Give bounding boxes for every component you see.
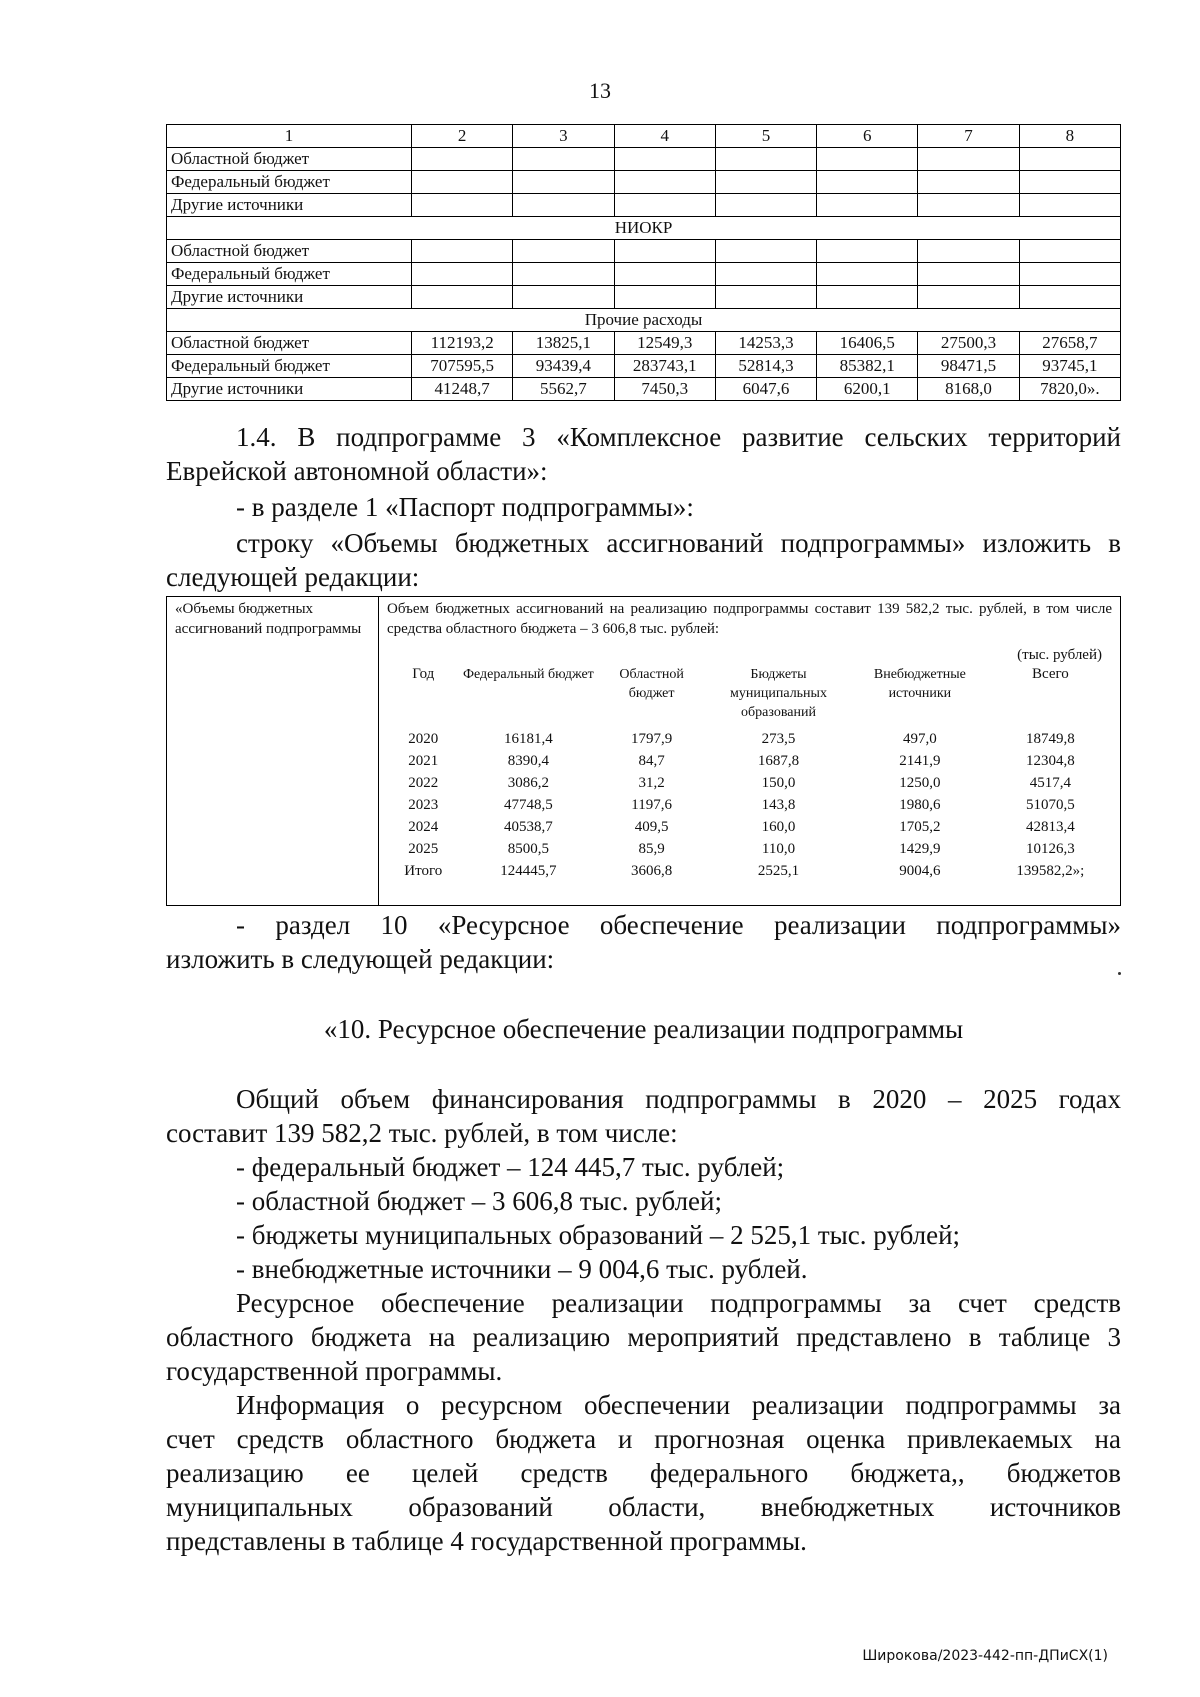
table-cell: 110,0 [761, 841, 796, 857]
table-cell: 409,5 [634, 819, 669, 835]
table-cell [1019, 171, 1120, 194]
table-cell: 1429,9 [899, 841, 941, 857]
column-number: 1 [167, 125, 412, 148]
table-cell: 7450,3 [614, 378, 715, 401]
unit-label: (тыс. рублей) [1017, 647, 1102, 663]
table-cell: 1687,8 [757, 753, 800, 769]
table-cell: 160,0 [761, 819, 796, 835]
table-cell [412, 240, 513, 263]
table-row [167, 171, 1121, 194]
table-cell: 16406,5 [817, 332, 918, 355]
paragraph-line: следующей редакции: [166, 562, 420, 592]
list-item: - внебюджетные источники – 9 004,6 тыс. рублей. [236, 1254, 808, 1284]
table-cell [918, 286, 1019, 309]
table-cell: 10126,3 [1026, 841, 1075, 857]
table-row [387, 751, 1112, 773]
table-cell [1019, 263, 1120, 286]
passport-row-label: «Объемы бюджетных ассигнований подпрограммы [167, 597, 379, 905]
row-label: Областной бюджет [167, 148, 412, 171]
table-cell: 124445,7 [500, 863, 557, 879]
table-cell [817, 263, 918, 286]
table-cell: 139582,2»; [1016, 863, 1085, 879]
table-cell: 1797,9 [631, 731, 673, 747]
table-cell: 31,2 [638, 775, 665, 791]
table-cell: 12304,8 [1026, 753, 1075, 769]
table-cell: 8500,5 [507, 841, 549, 857]
paragraph-line: Ресурсное обеспечение реализации подпрограммы за счет средств [236, 1288, 1121, 1318]
table-row [387, 817, 1112, 839]
row-label: Другие источники [167, 194, 412, 217]
paragraph-line: Общий объем финансирования подпрограммы в 2020 – 2025 годах [236, 1084, 1121, 1114]
table-cell [412, 171, 513, 194]
table-cell: 41248,7 [412, 378, 513, 401]
column-number: 5 [715, 125, 816, 148]
paragraph-line: Информация о ресурсном обеспечении реализации подпрограммы за [236, 1390, 1121, 1420]
table-cell: 8390,4 [507, 753, 549, 769]
table-cell: 18749,8 [1026, 731, 1075, 747]
funding-table [166, 124, 1121, 401]
list-item: - бюджеты муниципальных образований – 2 525,1 тыс. рублей; [236, 1220, 961, 1250]
table-total-row [387, 861, 1112, 883]
section-title: НИОКР [167, 217, 1121, 240]
table-cell: 13825,1 [513, 332, 614, 355]
table-cell: 93439,4 [513, 355, 614, 378]
table-row [387, 795, 1112, 817]
table-cell: 12549,3 [614, 332, 715, 355]
paragraph-line: представлены в таблице 4 государственной программы. [166, 1526, 807, 1556]
scan-speck [1118, 972, 1121, 975]
table-cell: 2024 [408, 819, 439, 835]
row-label: Областной бюджет [167, 332, 412, 355]
table-header-row [167, 125, 1121, 148]
column-number: 4 [614, 125, 715, 148]
table-cell [918, 240, 1019, 263]
table-header-row [387, 665, 1112, 729]
column-header: Всего [1031, 666, 1069, 682]
table-cell: 6200,1 [817, 378, 918, 401]
table-cell: 3606,8 [631, 863, 673, 879]
table-cell: 98471,5 [918, 355, 1019, 378]
paragraph-line: муниципальных образований области, внебюджетных источников [166, 1492, 1121, 1522]
paragraph-line: - раздел 10 «Ресурсное обеспечение реализации подпрограммы» [236, 910, 1121, 940]
table-cell: 2525,1 [757, 863, 800, 879]
table-cell: 7820,0». [1019, 378, 1120, 401]
table-cell: 3086,2 [507, 775, 549, 791]
table-cell: 143,8 [761, 797, 796, 813]
table-cell [715, 286, 816, 309]
column-header: Областной бюджет [619, 667, 684, 701]
row-label: Федеральный бюджет [167, 355, 412, 378]
table-cell [817, 286, 918, 309]
table-row [167, 378, 1121, 401]
passport-table [166, 596, 1121, 906]
table-cell [513, 263, 614, 286]
table-cell: 150,0 [761, 775, 796, 791]
table-cell: 1250,0 [899, 775, 941, 791]
table-cell: 27500,3 [918, 332, 1019, 355]
table-cell: Итого [404, 863, 443, 879]
table-cell: 5562,7 [513, 378, 614, 401]
paragraph-line: составит 139 582,2 тыс. рублей, в том числе: [166, 1118, 678, 1148]
paragraph-line: 1.4. В подпрограмме 3 «Комплексное развитие сельских территорий [236, 422, 1121, 452]
budget-breakdown-table [387, 665, 1112, 883]
column-number: 7 [918, 125, 1019, 148]
table-cell [1019, 240, 1120, 263]
table-cell [614, 171, 715, 194]
table-cell [513, 286, 614, 309]
table-cell [412, 148, 513, 171]
table-row [387, 773, 1112, 795]
table-cell: 2021 [408, 753, 439, 769]
table-row [167, 263, 1121, 286]
table-cell [513, 194, 614, 217]
table-cell [715, 194, 816, 217]
table-cell: 84,7 [638, 753, 665, 769]
paragraph-line: строку «Объемы бюджетных ассигнований подпрограммы» изложить в [236, 528, 1121, 558]
table-cell [1019, 194, 1120, 217]
table-cell: 2023 [408, 797, 439, 813]
column-header: Бюджеты муниципальных образований [730, 667, 827, 720]
page-number: 13 [589, 78, 611, 103]
table-cell [918, 263, 1019, 286]
paragraph-line: областного бюджета на реализацию мероприятий представлено в таблице 3 [166, 1322, 1121, 1352]
table-cell [715, 263, 816, 286]
table-cell: 2022 [408, 775, 439, 791]
table-cell: 1980,6 [899, 797, 941, 813]
table-row [387, 839, 1112, 861]
table-cell: 1197,6 [631, 797, 672, 813]
paragraph-line: Еврейской автономной области»: [166, 456, 548, 486]
section-row [167, 309, 1121, 332]
table-row [167, 194, 1121, 217]
table-cell [614, 286, 715, 309]
table-cell [817, 148, 918, 171]
paragraph-line: - в разделе 1 «Паспорт подпрограммы»: [236, 492, 694, 522]
row-label: Другие источники [167, 378, 412, 401]
table-cell [513, 148, 614, 171]
table-cell: 112193,2 [412, 332, 513, 355]
table-cell: 14253,3 [715, 332, 816, 355]
list-item: - федеральный бюджет – 124 445,7 тыс. рублей; [236, 1152, 785, 1182]
table-cell: 42813,4 [1026, 819, 1075, 835]
table-cell: 2141,9 [899, 753, 941, 769]
table-cell [715, 171, 816, 194]
table-cell: 85382,1 [817, 355, 918, 378]
table-cell [715, 240, 816, 263]
column-header: Год [412, 666, 435, 682]
section-heading: «10. Ресурсное обеспечение реализации подпрограммы [323, 1014, 964, 1044]
table-cell: 2025 [408, 841, 439, 857]
table-cell: 707595,5 [412, 355, 513, 378]
table-cell: 16181,4 [504, 731, 553, 747]
table-cell [918, 148, 1019, 171]
passport-intro-text: Объем бюджетных ассигнований на реализацию подпрограммы составит 139 582,2 тыс. рублей, в том числе средства областного бюджета – 3 606,8 тыс. рублей: [387, 601, 1112, 637]
table-cell [412, 286, 513, 309]
table-cell: 2020 [408, 731, 439, 747]
table-cell: 93745,1 [1019, 355, 1120, 378]
table-cell: 283743,1 [614, 355, 715, 378]
row-label: Федеральный бюджет [167, 171, 412, 194]
passport-row-content [379, 597, 1120, 905]
table-cell: 1705,2 [899, 819, 941, 835]
table-cell [1019, 148, 1120, 171]
list-item: - областной бюджет – 3 606,8 тыс. рублей; [236, 1186, 722, 1216]
row-label: Федеральный бюджет [167, 263, 412, 286]
table-cell [817, 240, 918, 263]
table-cell [918, 194, 1019, 217]
table-cell [817, 171, 918, 194]
row-label: Областной бюджет [167, 240, 412, 263]
paragraph-line: счет средств областного бюджета и прогнозная оценка привлекаемых на [166, 1424, 1121, 1454]
table-cell [1019, 286, 1120, 309]
table-cell: 497,0 [903, 731, 937, 747]
table-cell: 51070,5 [1026, 797, 1075, 813]
section-title: Прочие расходы [167, 309, 1121, 332]
table-cell: 52814,3 [715, 355, 816, 378]
table-cell [513, 171, 614, 194]
column-number: 6 [817, 125, 918, 148]
table-row [167, 286, 1121, 309]
paragraph-line: изложить в следующей редакции: [166, 944, 555, 974]
table-row [167, 332, 1121, 355]
table-cell [614, 194, 715, 217]
paragraph-line: реализацию ее целей средств федерального бюджета,, бюджетов [166, 1458, 1121, 1488]
table-cell [513, 240, 614, 263]
table-cell: 27658,7 [1019, 332, 1120, 355]
table-cell: 9004,6 [899, 863, 941, 879]
table-cell: 47748,5 [504, 797, 553, 813]
table-cell [614, 240, 715, 263]
column-number: 3 [513, 125, 614, 148]
table-row [387, 729, 1112, 751]
column-number: 8 [1019, 125, 1120, 148]
table-cell: 4517,4 [1029, 775, 1071, 791]
document-reference: Широкова/2023-442-пп-ДПиСХ(1) [862, 1648, 1108, 1664]
table-cell [412, 263, 513, 286]
column-header: Внебюджетные источники [873, 667, 966, 701]
table-row [167, 148, 1121, 171]
table-row [167, 240, 1121, 263]
table-cell: 273,5 [761, 731, 796, 747]
column-header: Федеральный бюджет [462, 667, 594, 682]
table-cell: 6047,6 [715, 378, 816, 401]
table-cell [614, 148, 715, 171]
table-cell [715, 148, 816, 171]
column-number: 2 [412, 125, 513, 148]
table-cell [817, 194, 918, 217]
table-cell [412, 194, 513, 217]
row-label: Другие источники [167, 286, 412, 309]
table-cell: 85,9 [638, 841, 665, 857]
table-cell: 40538,7 [504, 819, 553, 835]
table-row [167, 355, 1121, 378]
table-cell: 8168,0 [918, 378, 1019, 401]
paragraph-line: государственной программы. [166, 1356, 503, 1386]
table-cell [614, 263, 715, 286]
section-row [167, 217, 1121, 240]
table-cell [918, 171, 1019, 194]
